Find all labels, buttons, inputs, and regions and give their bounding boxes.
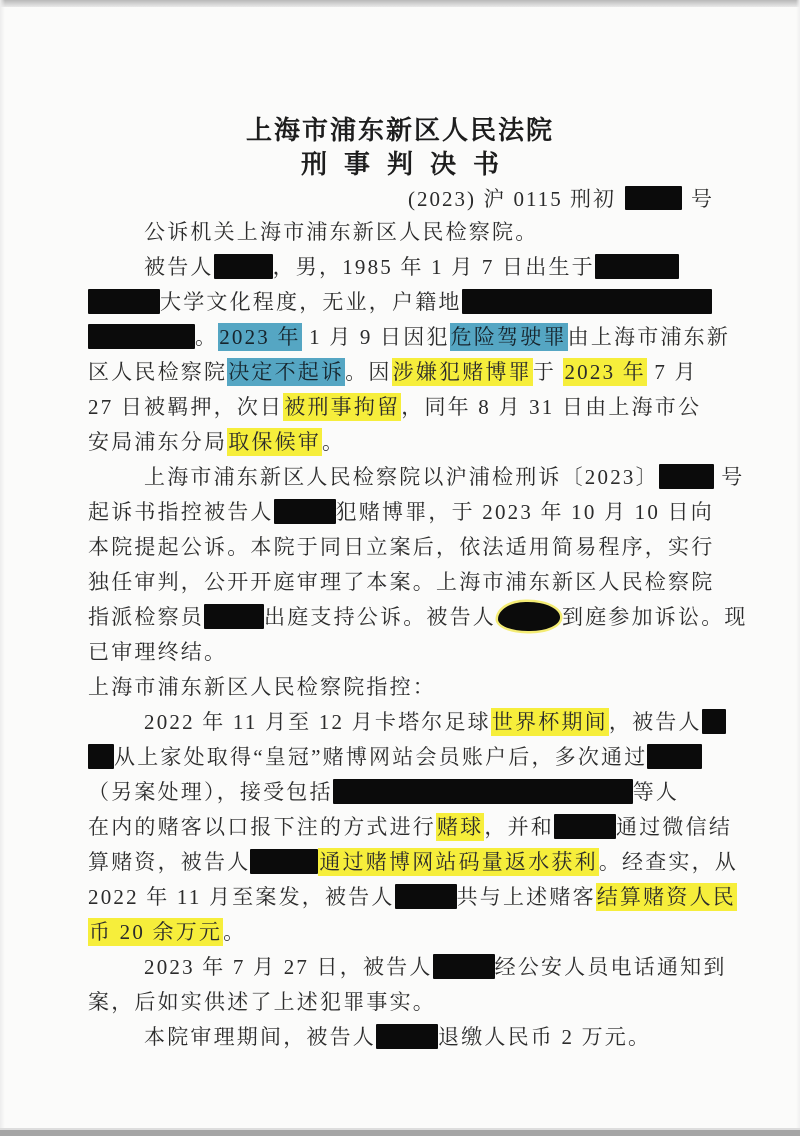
text-segment: 指派检察员: [88, 605, 204, 629]
doc-body: [88, 215, 748, 1055]
text-segment: 本院提起公诉。本院于同日立案后，依法适用简易程序，实行: [88, 535, 715, 559]
redaction-box: [595, 254, 679, 279]
redaction-box: [88, 744, 114, 769]
doc-line-24: [88, 1020, 716, 1055]
doc-line-1: [88, 215, 716, 250]
redaction-box: [88, 289, 160, 314]
doc-line-6: [88, 390, 716, 425]
redaction-box: [395, 884, 457, 909]
redaction-box: [659, 464, 714, 489]
redaction-box: [333, 779, 633, 804]
text-segment: 大学文化程度，无业，户籍地: [160, 290, 462, 314]
text-segment: 经公安人员电话通知到: [494, 955, 727, 979]
doc-line-8: [88, 460, 745, 495]
text-segment: 号: [713, 465, 745, 489]
case-number-suffix: 号: [691, 187, 714, 211]
doc-line-2: [88, 250, 716, 285]
text-segment: 上海市浦东新区人民检察院以沪浦检刑诉〔2023〕: [144, 465, 659, 489]
text-segment: ，被告人: [608, 710, 702, 734]
redaction-scribble: [498, 602, 560, 631]
text-segment: 。经查实，从: [598, 850, 739, 874]
text-segment: 1 月 9 日因犯: [301, 325, 450, 349]
text-segment: 从上家处取得“皇冠”赌博网站会员账户后，多次通过: [114, 745, 648, 769]
doc-title: 刑事判决书: [300, 150, 516, 179]
redaction-box: [274, 499, 336, 524]
text-segment: 独任审判，公开开庭审理了本案。上海市浦东新区人民检察院: [88, 570, 715, 594]
doc-line-20: [88, 880, 736, 915]
doc-line-16: [88, 740, 716, 775]
doc-line-3: [88, 285, 716, 320]
text-segment: 通过微信结: [616, 815, 733, 839]
doc-line-4: [88, 320, 731, 355]
text-segment: 。因: [345, 360, 392, 384]
redaction-box: [702, 709, 726, 734]
case-number-prefix: (2023) 沪 0115 刑初: [408, 187, 616, 211]
text-segment: 。: [223, 920, 247, 944]
scan-edge-bottom: [0, 1128, 800, 1136]
highlight-yellow: 取保候审: [228, 430, 322, 454]
text-segment: 2023 年 7 月 27 日，被告人: [144, 955, 433, 979]
doc-line-5: [88, 355, 716, 390]
text-segment: 上海市浦东新区人民检察院指控：: [88, 675, 436, 699]
redaction-box: [250, 849, 318, 874]
highlight-blue: 危险驾驶罪: [450, 325, 567, 349]
text-segment: 出庭支持公诉。被告人: [264, 605, 496, 629]
text-segment: 本院审理期间，被告人: [144, 1025, 376, 1049]
highlight-blue: 决定不起诉: [228, 360, 345, 384]
text-segment: 区人民检察院: [88, 360, 228, 384]
text-segment: 算赌资，被告人: [88, 850, 251, 874]
redaction-box: [554, 814, 616, 839]
text-segment: 已审理终结。: [88, 640, 228, 664]
highlight-blue: 2023 年: [219, 325, 301, 349]
highlight-yellow: 2023 年: [564, 360, 646, 384]
text-segment: ，并和: [484, 815, 555, 839]
redaction-box: [204, 604, 264, 629]
text-segment: ，男，1985 年 1 月 7 日出生于: [272, 255, 595, 279]
text-segment: 退缴人民币 2 万元。: [438, 1025, 652, 1049]
scan-edge-top: [0, 0, 800, 7]
doc-line-15: [88, 705, 716, 740]
text-segment: 。: [195, 325, 219, 349]
redaction-box: [625, 186, 682, 210]
redaction-box: [462, 289, 712, 314]
text-segment: 被告人: [144, 255, 214, 279]
doc-line-10: [88, 530, 716, 565]
text-segment: 犯赌博罪，于 2023 年 10 月 10 日向: [335, 500, 714, 524]
doc-line-22: [88, 950, 727, 985]
highlight-yellow: 世界杯期间: [491, 710, 608, 734]
doc-line-23: [88, 985, 716, 1020]
case-number-line: [408, 184, 714, 214]
highlight-yellow: 赌球: [437, 815, 484, 839]
text-segment: 2022 年 11 月至 12 月卡塔尔足球: [144, 710, 491, 734]
text-segment: 共与上述赌客: [456, 885, 596, 909]
text-segment: 公诉机关上海市浦东新区人民检察院。: [144, 220, 539, 244]
text-segment: 2022 年 11 月至案发，被告人: [88, 885, 395, 909]
text-segment: 案，后如实供述了上述犯罪事实。: [88, 990, 436, 1014]
doc-line-7: [88, 425, 716, 460]
text-segment: 等人: [632, 780, 680, 804]
text-segment: 由上海市浦东新: [567, 325, 731, 349]
doc-line-18: [88, 810, 733, 845]
redaction-box: [647, 744, 702, 769]
redaction-box: [214, 254, 273, 279]
doc-line-19: [88, 845, 739, 880]
text-segment: 安局浦东分局: [88, 430, 228, 454]
doc-line-13: [88, 635, 716, 670]
text-segment: 7 月: [646, 360, 698, 384]
doc-line-21: [88, 915, 716, 950]
text-segment: 起诉书指控被告人: [88, 500, 274, 524]
court-name: 上海市浦东新区人民法院: [245, 116, 554, 145]
text-segment: ，同年 8 月 31 日由上海市公: [401, 395, 702, 419]
highlight-yellow: 币 20 余万元: [89, 920, 223, 944]
text-segment: 27 日被羁押，次日: [88, 395, 284, 419]
text-segment: （另案处理），接受包括: [88, 780, 333, 804]
doc-line-9: [88, 495, 716, 530]
highlight-yellow: 被刑事拘留: [284, 395, 401, 419]
text-segment: 到庭参加诉讼。现: [562, 605, 748, 629]
highlight-yellow: 通过赌博网站码量返水获利: [319, 850, 598, 874]
highlight-yellow: 结算赌资人民: [596, 885, 736, 909]
text-segment: 于: [532, 360, 564, 384]
doc-line-17: [88, 775, 716, 810]
highlight-yellow: 涉嫌犯赌博罪: [392, 360, 532, 384]
redaction-box: [376, 1024, 438, 1049]
redaction-box: [88, 324, 195, 349]
text-segment: 在内的赌客以口报下注的方式进行: [88, 815, 436, 839]
doc-line-14: [88, 670, 716, 705]
redaction-box: [433, 954, 495, 979]
doc-line-11: [88, 565, 716, 600]
doc-line-12: [88, 600, 748, 635]
text-segment: 。: [322, 430, 346, 454]
